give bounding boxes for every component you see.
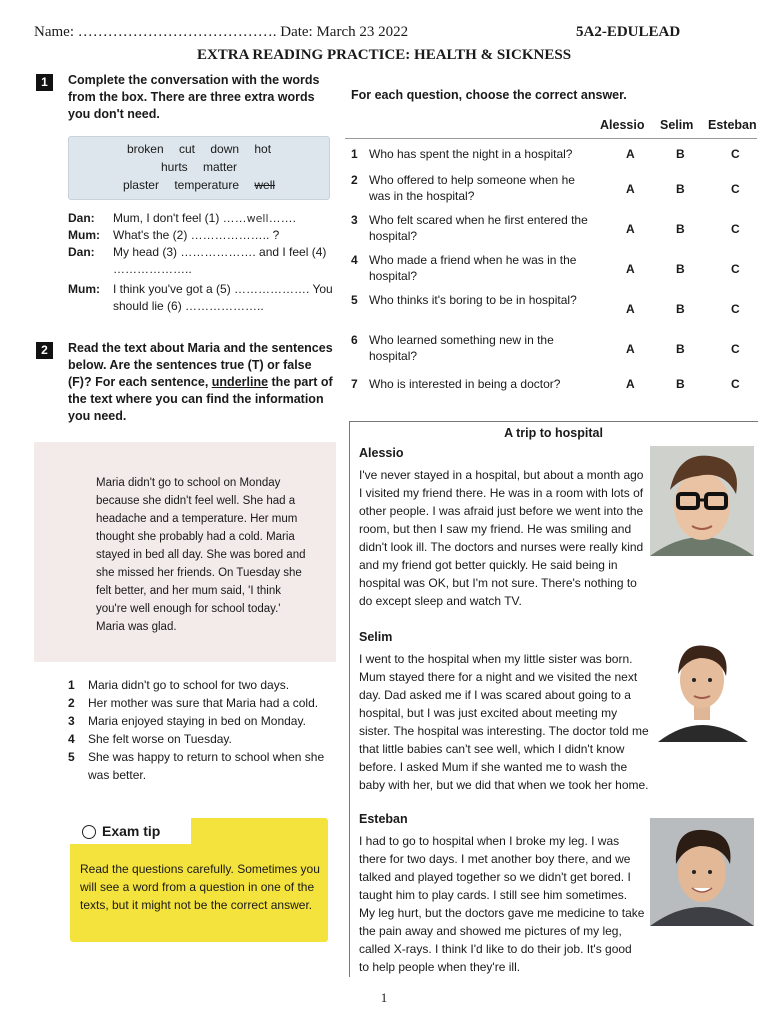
option-b[interactable]: B [676,302,685,316]
question-text: Who made a friend when he was in the hospital? [369,253,577,283]
word: matter [203,160,238,174]
word-box [68,136,330,200]
option-c[interactable]: C [731,222,740,236]
exercise-1-instruction [36,72,336,123]
section-heading-selim: Selim [359,630,393,644]
option-c[interactable]: C [731,262,740,276]
column-header: Selim [660,118,694,132]
name-date-line: Name: …………………………………. Date: March 23 2022 [34,24,409,40]
word: hot [254,142,272,156]
reading-title: A trip to hospital [504,426,603,440]
word-row [69,176,329,194]
alessio-text: I've never stayed in a hospital, but about a month ago I visited my friend there. He was in a room with lots of other people. I was afraid just before we went into the room, but then I saw my friend. He was smiling and didn't look ill. The doctors and nurses were really kind and my friend got better quickly. He said being in hospital was OK, but I'm not sure. There's nothing to do except sleep and watch TV. [359,468,644,608]
list-item: 1 Maria didn't go to school for two days. [68,678,290,692]
instruction-text: Complete the conversation with the words from the box. There are three extra words you don't need. [68,73,320,121]
section-heading-esteban: Esteban [359,812,408,826]
option-a[interactable]: A [626,377,635,391]
section-heading-alessio: Alessio [359,446,404,460]
exercise-2-instruction [36,340,338,425]
option-b[interactable]: B [676,147,685,161]
selim-text: I went to the hospital when my little sister was born. Mum stayed there for a night and we visited the next day. Dad asked me if I was scared about going to a hospital, but I was just excited about meeting my sister. The hospital was interesting. The doctor told me that little babies can't see well, which I didn't know before. I asked Mum if she wanted me to wash the baby with her, but we did that when we took her home. [359,652,649,792]
option-a[interactable]: A [626,182,635,196]
speaker: Dan: [68,211,95,225]
option-c[interactable]: C [731,342,740,356]
dialogue [68,210,336,315]
word: temperature [174,178,240,192]
option-b[interactable]: B [676,222,685,236]
line-text: Mum, I don't feel (1) …… [113,211,247,225]
word-row [69,140,329,158]
word-row [69,158,329,176]
line-text[interactable]: My head (3) ………………. and I feel (4) ……………….. [113,245,327,276]
esteban-text: I had to go to hospital when I broke my leg. I was there for two days. I met another boy there, and we talked and played together so we didn't get bored. I taught him to play cards. I still see him sometimes. My leg hurt, but the doctors gave me medicine to take the pain away and showed me pictures of my leg, called X-rays. I think I'd like to do their job. It's good to help people when they're ill. [359,834,645,974]
option-a[interactable]: A [626,262,635,276]
option-a[interactable]: A [626,222,635,236]
line-text[interactable]: I think you've got a (5) ………………. You should lie (6) ……………….. [113,282,333,313]
exam-tip-title: Exam tip [102,823,161,839]
divider [345,138,757,139]
maria-text: Maria didn't go to school on Monday because she didn't feel well. She had a headache and a temperature. Her mum thought she probably had a cold. Maria stayed in bed all day. She was bored and she missed her friends. On Tuesday she felt better, and her mum said, 'I think you're well enough for school today.' Maria was glad. [96,477,306,633]
handwritten-answer[interactable]: well [246,212,269,225]
page-number: 1 [380,990,388,1005]
word: broken [126,142,164,156]
dialogue-line [68,210,336,227]
page-title: EXTRA READING PRACTICE: HEALTH & SICKNESS [196,47,572,63]
selim-photo [650,634,754,742]
option-a[interactable]: A [626,342,635,356]
question-text: Who learned something new in the hospital? [369,333,554,363]
option-b[interactable]: B [676,262,685,276]
word: down [210,142,240,156]
statement-list [68,676,338,784]
column-header: Esteban [708,118,757,132]
speaker: Mum: [68,228,100,242]
list-item: 3 Maria enjoyed staying in bed on Monday. [68,714,306,728]
instruction-underline-word: underline [211,375,269,389]
dialogue-line [68,244,336,278]
exercise-number-badge: 1 [36,74,53,91]
alessio-photo [650,446,754,556]
option-a[interactable]: A [626,147,635,161]
esteban-photo [650,818,754,926]
lightbulb-icon [82,825,96,839]
dialogue-line [68,281,336,315]
question-text: Who felt scared when he first entered the hospital? [369,213,588,243]
option-c[interactable]: C [731,147,740,161]
question-text: Who offered to help someone when he was in the hospital? [369,173,575,203]
option-b[interactable]: B [676,342,685,356]
column-header: Alessio [600,118,645,132]
question-text: Who thinks it's boring to be in hospital? [369,293,577,307]
exam-tip-text: Read the questions carefully. Sometimes you will see a word from a question in one of the texts, but it might not be the correct answer. [80,862,320,912]
list-item: 4 She felt worse on Tuesday. [68,732,232,746]
instruction-text: the part of the text where you can find the information you need. [68,375,333,423]
option-a[interactable]: A [626,302,635,316]
question-text: Who has spent the night in a hospital? [369,147,573,161]
line-text[interactable]: What's the (2) ……………….. ? [113,228,280,242]
word: plaster [122,178,159,192]
word: hurts [160,160,188,174]
list-item: 2 Her mother was sure that Maria had a cold. [68,696,319,710]
option-c[interactable]: C [731,182,740,196]
question-text: Who is interested in being a doctor? [369,377,561,391]
list-item: 5 She was happy to return to school when she was better. [68,750,325,782]
option-c[interactable]: C [731,377,740,391]
word-crossed-out: well [254,178,276,192]
option-b[interactable]: B [676,377,685,391]
option-c[interactable]: C [731,302,740,316]
speaker: Mum: [68,282,100,296]
speaker: Dan: [68,245,95,259]
word: cut [178,142,195,156]
exercise-number-badge: 2 [36,342,53,359]
class-code: 5A2-EDULEAD [576,24,681,40]
instruction-text: Read the text about Maria and the sentences below. Are the sentences true (T) or false (F)? For each sentence, [68,341,333,389]
dialogue-line [68,227,336,244]
option-b[interactable]: B [676,182,685,196]
questions-instruction: For each question, choose the correct answer. [351,88,627,102]
blank-tail: ……. [268,211,296,225]
